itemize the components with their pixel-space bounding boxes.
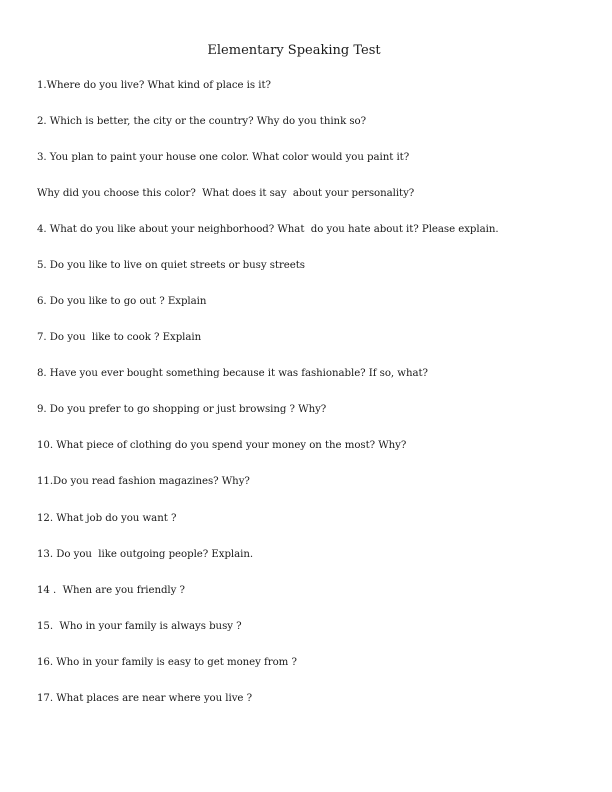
question-7: 7. Do you like to cook ? Explain bbox=[37, 332, 202, 343]
question-2: 2. Which is better, the city or the country? Why do you think so? bbox=[37, 116, 367, 127]
question-3-followup: Why did you choose this color? What does it say about your personality? bbox=[37, 188, 415, 199]
question-14: 14 . When are you friendly ? bbox=[37, 585, 185, 596]
question-3: 3. You plan to paint your house one color. What color would you paint it? bbox=[37, 152, 410, 163]
question-11: 11.Do you read fashion magazines? Why? bbox=[37, 476, 250, 487]
question-12: 12. What job do you want ? bbox=[37, 513, 177, 524]
question-5: 5. Do you like to live on quiet streets or busy streets bbox=[37, 260, 305, 271]
question-6: 6. Do you like to go out ? Explain bbox=[37, 296, 207, 307]
question-4: 4. What do you like about your neighborhood? What do you hate about it? Please explain. bbox=[37, 224, 499, 235]
question-8: 8. Have you ever bought something because it was fashionable? If so, what? bbox=[37, 368, 428, 379]
question-16: 16. Who in your family is easy to get money from ? bbox=[37, 657, 297, 668]
question-15: 15. Who in your family is always busy ? bbox=[37, 621, 242, 632]
question-17: 17. What places are near where you live ? bbox=[37, 693, 253, 704]
page-title: Elementary Speaking Test bbox=[207, 43, 381, 58]
question-13: 13. Do you like outgoing people? Explain. bbox=[37, 549, 254, 560]
question-1: 1.Where do you live? What kind of place is it? bbox=[37, 80, 271, 91]
question-9: 9. Do you prefer to go shopping or just browsing ? Why? bbox=[37, 404, 327, 415]
question-10: 10. What piece of clothing do you spend your money on the most? Why? bbox=[37, 440, 407, 451]
